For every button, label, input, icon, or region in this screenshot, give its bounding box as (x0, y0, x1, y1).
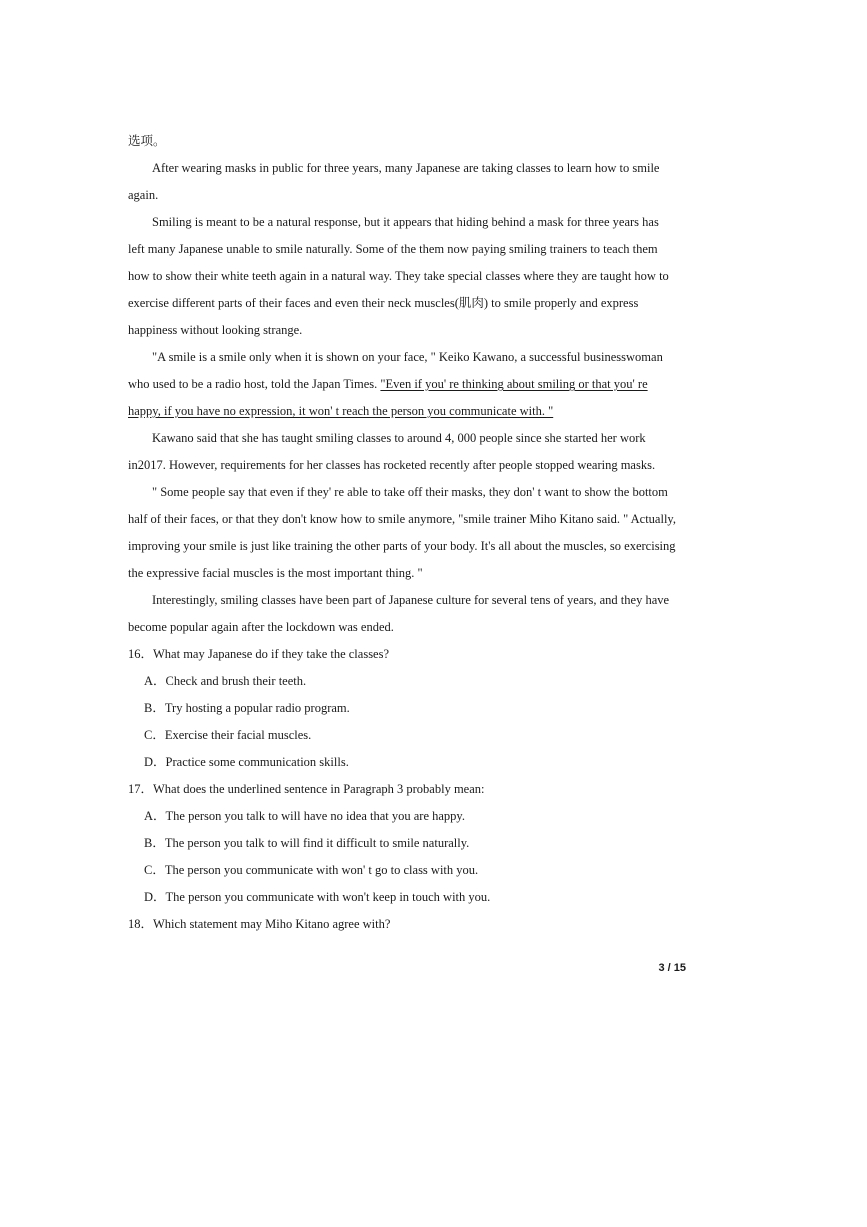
question-16 (128, 641, 694, 776)
paragraph-line: After wearing masks in public for three years, many Japanese are taking classes to learn how to smile (152, 161, 660, 175)
paragraph-line: "A smile is a smile only when it is shown on your face, " Keiko Kawano, a successful businesswoman (152, 350, 663, 364)
paragraph-line: Smiling is meant to be a natural response, but it appears that hiding behind a mask for three years has (152, 215, 659, 229)
paragraph-5 (128, 479, 694, 587)
option-b: B．The person you talk to will find it difficult to smile naturally. (144, 836, 470, 850)
heading-tail (128, 128, 694, 155)
paragraph-1 (128, 155, 694, 209)
paragraph-2 (128, 209, 694, 344)
paragraph-line: Kawano said that she has taught smiling classes to around 4, 000 people since she started her work (152, 431, 646, 445)
paragraph-text: who used to be a radio host, told the Japan Times. (128, 377, 381, 391)
paragraph-line: improving your smile is just like training the other parts of your body. It's all about the muscles, so exercising (128, 539, 676, 553)
option-d: D．The person you communicate with won't keep in touch with you. (144, 890, 491, 904)
underlined-sentence: "Even if you' re thinking about smiling or that you' re (380, 377, 648, 391)
heading-tail-text: 选项。 (128, 134, 166, 148)
paragraph-line: half of their faces, or that they don't know how to smile anymore, "smile trainer Miho Kitano said. " Actually, (128, 512, 676, 526)
question-stem: 16．What may Japanese do if they take the classes? (128, 647, 390, 661)
document-page (128, 128, 694, 938)
paragraph-4 (128, 425, 694, 479)
question-stem: 18．Which statement may Miho Kitano agree with? (128, 917, 391, 931)
question-17 (128, 776, 694, 911)
paragraph-3 (128, 344, 694, 425)
option-a: A．The person you talk to will have no idea that you are happy. (144, 809, 465, 823)
option-b: B．Try hosting a popular radio program. (144, 701, 350, 715)
question-stem: 17．What does the underlined sentence in Paragraph 3 probably mean: (128, 782, 485, 796)
paragraph-line: the expressive facial muscles is the most important thing. " (128, 566, 423, 580)
option-c: C．The person you communicate with won' t go to class with you. (144, 863, 479, 877)
paragraph-line: in2017. However, requirements for her classes has rocketed recently after people stopped wearing masks. (128, 458, 656, 472)
paragraph-line: exercise different parts of their faces and even their neck muscles(肌肉) to smile properly and express (128, 296, 639, 310)
option-c: C．Exercise their facial muscles. (144, 728, 312, 742)
paragraph-line: again. (128, 188, 159, 202)
paragraph-line: how to show their white teeth again in a natural way. They take special classes where they are taught how to (128, 269, 669, 283)
option-d: D．Practice some communication skills. (144, 755, 349, 769)
paragraph-line: happiness without looking strange. (128, 323, 303, 337)
question-18 (128, 911, 694, 938)
paragraph-line: left many Japanese unable to smile naturally. Some of the them now paying smiling trainers to teach them (128, 242, 658, 256)
underlined-sentence-continued: happy, if you have no expression, it won' t reach the person you communicate with. " (128, 404, 554, 418)
option-a: A．Check and brush their teeth. (144, 674, 307, 688)
paragraph-line: become popular again after the lockdown was ended. (128, 620, 394, 634)
paragraph-line: Interestingly, smiling classes have been part of Japanese culture for several tens of years, and they have (152, 593, 670, 607)
paragraph-6 (128, 587, 694, 641)
page-number: 3 / 15 (658, 962, 686, 974)
paragraph-line (128, 371, 694, 398)
paragraph-line: " Some people say that even if they' re able to take off their masks, they don' t want to show the bottom (152, 485, 668, 499)
